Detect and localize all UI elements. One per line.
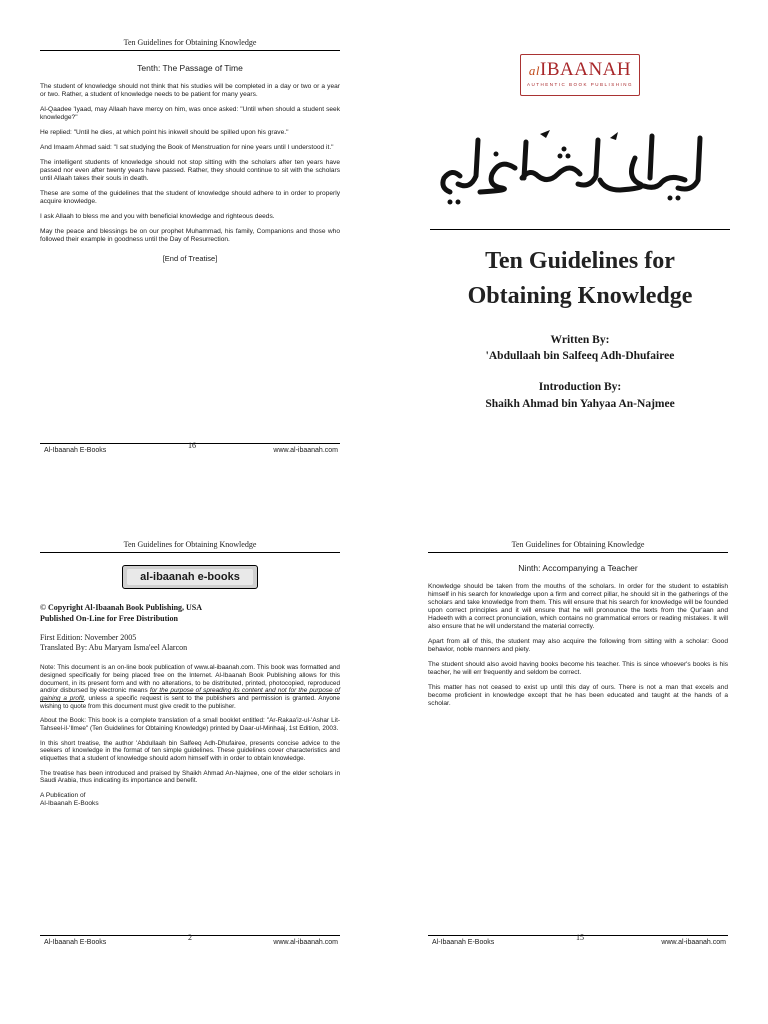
paragraph: The intelligent students of knowledge should not stop sitting with the scholars after ten years have passed nor even after twenty years have passed. Rather, they should continue to sit with the scholars until Allaah takes their souls in death.: [40, 159, 340, 183]
page-footer: [40, 443, 340, 458]
footer-left: Al-Ibaanah E-Books: [44, 447, 107, 454]
note-text: Note: This document is an on-line book publication of www.al-ibaanah.com. This book was formatted and designed specifically for being placed free on the Internet. Al-Ibaanah Book Publishing allows for this document, in its present form and with no alterations, to be distributed, printed, photocopied, reproduced and/or disbursed by electronic means: [40, 664, 340, 695]
written-by-label: Written By:: [550, 333, 610, 346]
book-title: [430, 244, 730, 314]
page-footer: [428, 935, 728, 950]
copyright-block: [40, 603, 340, 625]
running-header: Ten Guidelines for Obtaining Knowledge: [40, 540, 340, 553]
page-15: [428, 540, 728, 950]
note-paragraph: [40, 664, 340, 710]
first-edition: First Edition: November 2005: [40, 632, 137, 642]
paragraph: The student of knowledge should not think that his studies will be completed in a day or two or a year or two. Rather, a student of knowledge needs to be patient for many years.: [40, 83, 340, 99]
title-line: Obtaining Knowledge: [467, 282, 693, 309]
cover-page: [430, 48, 730, 448]
page-16: [40, 38, 340, 458]
title-line: Ten Guidelines for: [485, 248, 675, 274]
logo-name: IBAANAH: [540, 59, 632, 80]
note-underlined: for the purpose of spreading its content and not for the purpose of gaining a profit: [40, 687, 340, 702]
page-footer: [40, 935, 340, 950]
publisher-logo: [520, 54, 640, 96]
paragraph: I ask Allaah to bless me and you with beneficial knowledge and righteous deeds.: [40, 213, 275, 221]
page-number: 15: [576, 933, 584, 942]
footer-left: Al-Ibaanah E-Books: [432, 939, 495, 946]
footer-link[interactable]: www.al-ibaanah.com: [273, 447, 338, 454]
running-header: Ten Guidelines for Obtaining Knowledge: [428, 540, 728, 553]
publication-block: [40, 792, 340, 808]
translator: Translated By: Abu Maryam Isma'eel Alarcon: [40, 643, 188, 653]
paragraph: These are some of the guidelines that the student of knowledge should adhere to in order to properly acquire knowledge.: [40, 190, 340, 206]
about-paragraph: About the Book: This book is a complete translation of a small booklet entitled: "Ar-Rakaa'iz-ul-'Ashar Lit-Tahseel-il-'Ilmee" (Ten Guidelines for Obtaining Knowledge) printed by Daar-ul-Minhaaj, 1st Edition, 2003.: [40, 717, 340, 732]
page-number: 16: [188, 441, 196, 450]
page-body: [428, 583, 728, 708]
logo-prefix: al: [528, 63, 540, 78]
paragraph: He replied: "Until he dies, at which point his inkwell should be spilled upon his grave.": [40, 129, 289, 137]
divider: [430, 229, 730, 230]
author-name: 'Abdullaah bin Salfeeq Adh-Dhufairee: [485, 350, 675, 363]
running-header: Ten Guidelines for Obtaining Knowledge: [40, 38, 340, 51]
paragraph: Apart from all of this, the student may also acquire the following from sitting with a scholar: Good behavior, noble manners and piety.: [428, 638, 728, 654]
page-number: 2: [188, 933, 192, 942]
arabic-calligraphy-title: [430, 118, 720, 208]
introduced-paragraph: The treatise has been introduced and praised by Shaikh Ahmad An-Najmee, one of the elder scholars in Saudi Arabia, thus indicating its importance and benefit.: [40, 769, 340, 785]
intro-author-name: Shaikh Ahmad bin Yahyaa An-Najmee: [485, 397, 675, 410]
paragraph: This matter has not ceased to exist up until this day of ours. There is not a man that excels and become proficient in knowledge except that he has been educated and taught at the hands of a scholar.: [428, 684, 728, 708]
paragraph: And Imaam Ahmad said: "I sat studying the Book of Menstruation for nine years until I understood it.": [40, 144, 334, 152]
footer-link[interactable]: www.al-ibaanah.com: [273, 939, 338, 946]
footer-left: Al-Ibaanah E-Books: [44, 939, 107, 946]
paragraph: Al-Qaadee 'Iyaad, may Allaah have mercy on him, was once asked: "Until when should a student seek knowledge?": [40, 106, 340, 122]
publication-line: Al-Ibaanah E-Books: [40, 800, 99, 808]
page-body: [40, 83, 340, 244]
distribution-line: Published On-Line for Free Distribution: [40, 613, 178, 623]
edition-block: [40, 633, 340, 655]
treatise-paragraph: In this short treatise, the author 'Abdullaah bin Salfeeq Adh-Dhufairee, presents concise advice to the seekers of knowledge in the format of ten simple guidelines. These guidelines cover characteristics and etiquettes that a student of knowledge should adorn himself with in order to obtain knowledge.: [40, 739, 340, 763]
copyright-line: © Copyright Al-Ibaanah Book Publishing, USA: [40, 603, 203, 612]
section-title: Ninth: Accompanying a Teacher: [518, 563, 638, 573]
page-2: [40, 540, 340, 950]
paragraph: The student should also avoid having books become his teacher. This is since whoever's books is his teacher, he will err frequently and seldom be correct.: [428, 661, 728, 677]
ebooks-badge: [122, 565, 258, 589]
end-note: [End of Treatise]: [162, 254, 218, 264]
badge-label: al-ibaanah e-books: [127, 569, 253, 585]
paragraph: Knowledge should be taken from the mouths of the scholars. In order for the student to establish himself in his search for knowledge upon a firm and correct pillar, he should sit in the gatherings of the scholars and take knowledge from them. This will ensure that his search for knowledge will be founded upon correct principles and it will ensure that he will pronounce the texts from the Qur'aan and Hadeeth with a correct pronunciation, which contains no grammatical errors or reading mistakes. It will also ensure that he will understand the material correctly.: [428, 583, 728, 631]
intro-label: Introduction By:: [538, 380, 622, 393]
note-text: , unless a specific request is sent to the publishers and permission is granted. Anyone wishing to quote from this document must give credit to the publisher.: [40, 694, 340, 710]
section-title: Tenth: The Passage of Time: [137, 63, 243, 73]
footer-link[interactable]: www.al-ibaanah.com: [661, 939, 726, 946]
paragraph: May the peace and blessings be on our prophet Muhammad, his family, Companions and those who followed their example in goodness until the Day of Resurrection.: [40, 228, 340, 244]
publication-line: A Publication of: [40, 792, 86, 800]
logo-tagline: AUTHENTIC BOOK PUBLISHING: [526, 82, 633, 87]
page-body: [40, 664, 340, 785]
